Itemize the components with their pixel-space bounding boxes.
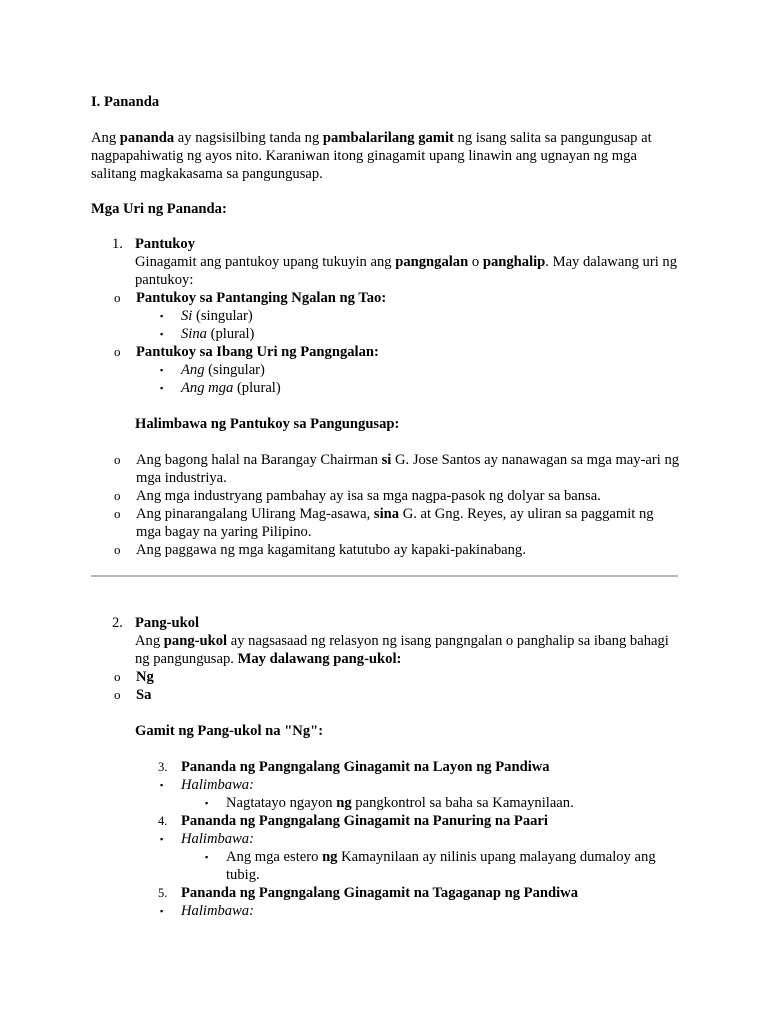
example-text: Nagtatayo ngayon: [226, 795, 337, 811]
circle-bullet-icon: o: [114, 542, 121, 557]
intro-text: ng isang salita sa pangungusap at nagpapahiwatig ng ayos nito. Karaniwan itong ginagamit upang linawin ang ugnayan ng mga salitang magkakasama sa pangungusap.: [91, 130, 652, 182]
example-item: [91, 505, 681, 541]
usage-title: Pananda ng Pangngalang Ginagamit na Panuring na Paari: [181, 813, 548, 829]
example-sentence: [91, 848, 681, 884]
circle-bullet-icon: o: [114, 452, 121, 467]
term-note: (plural): [206, 326, 255, 342]
sub-list-item: [91, 343, 681, 361]
square-bullet-icon: ▪: [160, 780, 164, 790]
sub-sub-list-item: [91, 379, 681, 397]
option-item: [91, 686, 681, 704]
circle-bullet-icon: o: [114, 488, 121, 503]
desc-text: Ginagamit ang pantukoy upang tukuyin ang: [135, 254, 396, 270]
types-heading: Mga Uri ng Pananda:: [91, 201, 227, 217]
desc-bold: panghalip: [482, 254, 546, 270]
circle-bullet-icon: o: [114, 669, 121, 684]
option-item: [91, 668, 681, 686]
ng-usage-heading: Gamit ng Pang-ukol na "Ng":: [135, 723, 324, 739]
list-item-pang-ukol: [91, 614, 681, 668]
square-bullet-icon: ▪: [160, 311, 164, 321]
item-description: [135, 253, 681, 289]
option-label: Sa: [136, 687, 152, 703]
example-text: Ang bagong halal na Barangay Chairman: [136, 452, 382, 468]
example-bold: si: [381, 452, 392, 468]
desc-bold: pangngalan: [395, 254, 469, 270]
example-label-item: [91, 830, 681, 848]
sub-sub-list-item: [91, 325, 681, 343]
square-bullet-icon: ▪: [205, 798, 209, 808]
option-label: Ng: [136, 669, 154, 685]
example-text: G. at Gng. Reyes, ay uliran sa paggamit ng mga bagay na yaring Pilipino.: [136, 506, 654, 540]
desc-bold: May dalawang pang-ukol:: [237, 651, 402, 667]
term-italic: Si: [181, 308, 193, 324]
list-number: 3.: [158, 760, 168, 774]
desc-text: ay nagsasaad ng relasyon ng isang pangngalan o panghalip sa ibang bahagi ng pangungusap.: [135, 633, 669, 667]
section-title: I. Pananda: [91, 94, 160, 110]
example-text: Ang paggawa ng mga kagamitang katutubo ay kapaki-pakinabang.: [136, 542, 526, 558]
example-bold: ng: [336, 795, 352, 811]
section-pang-ukol: [91, 614, 681, 920]
desc-text: . May dalawang uri ng pantukoy:: [135, 254, 678, 288]
example-sentence: [91, 794, 681, 812]
example-text: Ang mga industryang pambahay ay isa sa mga nagpa-pasok ng dolyar sa bansa.: [136, 488, 601, 504]
list-number: 1.: [112, 236, 123, 252]
examples-heading: Halimbawa ng Pantukoy sa Pangungusap:: [135, 416, 400, 432]
item-description: [135, 632, 681, 668]
ng-usage-list: [91, 758, 681, 920]
list-number: 4.: [158, 814, 168, 828]
intro-paragraph: [91, 129, 681, 183]
square-bullet-icon: ▪: [160, 834, 164, 844]
item-title: Pantukoy: [135, 236, 196, 252]
usage-title: Pananda ng Pangngalang Ginagamit na Tagaganap ng Pandiwa: [181, 885, 578, 901]
term-note: (plural): [233, 380, 281, 396]
example-item: [91, 487, 681, 505]
horizontal-divider: [91, 575, 678, 577]
usage-item: [91, 812, 681, 830]
term-note: (singular): [204, 362, 265, 378]
square-bullet-icon: ▪: [160, 906, 164, 916]
usage-item: [91, 884, 681, 902]
circle-bullet-icon: o: [114, 344, 121, 359]
desc-bold: pang-ukol: [163, 633, 228, 649]
sub-sub-list-item: [91, 361, 681, 379]
example-text: Ang pinarangalang Ulirang Mag-asawa,: [136, 506, 374, 522]
square-bullet-icon: ▪: [160, 365, 164, 375]
example-label-item: [91, 776, 681, 794]
usage-title: Pananda ng Pangngalang Ginagamit na Layon ng Pandiwa: [181, 759, 550, 775]
term-italic: Ang: [181, 362, 205, 378]
example-bold: sina: [373, 506, 400, 522]
square-bullet-icon: ▪: [160, 383, 164, 393]
example-item: [91, 451, 681, 487]
list-number: 5.: [158, 886, 168, 900]
term-note: (singular): [192, 308, 253, 324]
item-title: Pang-ukol: [135, 615, 200, 631]
intro-bold-term: pambalarilang gamit: [322, 130, 454, 146]
document-page: [91, 93, 681, 920]
sub-item-label: Pantukoy sa Pantanging Ngalan ng Tao:: [136, 290, 387, 306]
intro-text: ay nagsisilbing tanda ng: [174, 130, 323, 146]
example-bold: ng: [322, 849, 338, 865]
example-label-item: [91, 902, 681, 920]
list-number: 2.: [112, 615, 123, 631]
desc-text: Ang: [135, 633, 164, 649]
usage-item: [91, 758, 681, 776]
example-text: G. Jose Santos ay nanawagan sa mga may-ari ng mga industriya.: [136, 452, 680, 486]
example-text: pangkontrol sa baha sa Kamaynilaan.: [351, 795, 574, 811]
square-bullet-icon: ▪: [205, 852, 209, 862]
term-italic: Ang mga: [181, 380, 234, 396]
example-text: Ang mga estero: [226, 849, 323, 865]
square-bullet-icon: ▪: [160, 329, 164, 339]
list-item-pantukoy: [91, 235, 681, 289]
circle-bullet-icon: o: [114, 687, 121, 702]
desc-text: o: [468, 254, 483, 270]
circle-bullet-icon: o: [114, 506, 121, 521]
sub-item-label: Pantukoy sa Ibang Uri ng Pangngalan:: [136, 344, 379, 360]
sub-list-item: [91, 289, 681, 307]
example-text: Kamaynilaan ay nilinis upang malayang dumaloy ang tubig.: [226, 849, 656, 883]
examples-list: [91, 451, 681, 559]
example-label: Halimbawa:: [181, 903, 254, 919]
circle-bullet-icon: o: [114, 290, 121, 305]
term-italic: Sina: [181, 326, 207, 342]
example-item: [91, 541, 681, 559]
intro-bold-term: pananda: [119, 130, 175, 146]
example-label: Halimbawa:: [181, 777, 254, 793]
intro-text: Ang: [91, 130, 120, 146]
example-label: Halimbawa:: [181, 831, 254, 847]
sub-sub-list-item: [91, 307, 681, 325]
